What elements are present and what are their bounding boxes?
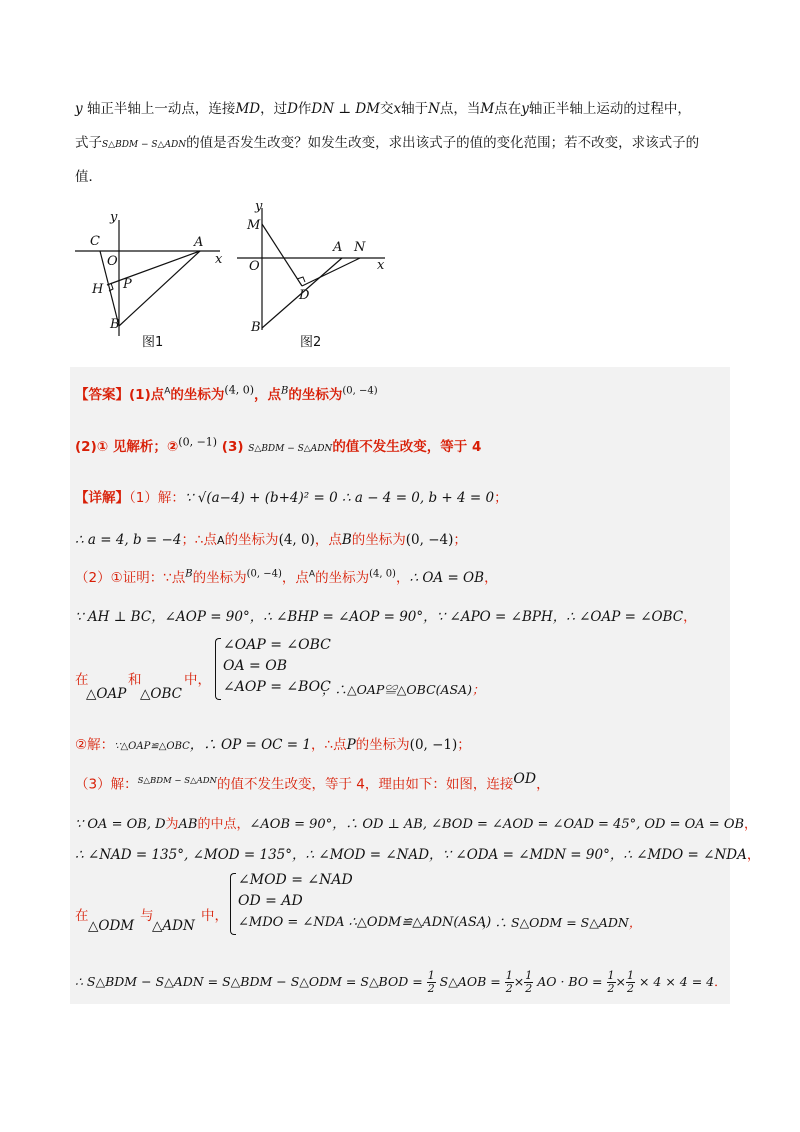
- text: 作: [297, 101, 312, 117]
- detail-line-1: [75, 486, 508, 506]
- detail-line-9: [75, 843, 760, 863]
- equation: ∠AOB = 90°: [249, 817, 333, 832]
- text: 为: [165, 817, 179, 832]
- coord-b: (0, −4): [246, 568, 282, 580]
- figure-1-caption: 图1: [142, 335, 164, 350]
- text: 的值不发生改变，等于 4，理由如下：如图，连接: [217, 776, 514, 793]
- text: ，: [484, 570, 498, 586]
- equation: ∴ a = 4, b = −4: [75, 532, 182, 548]
- triangle-adn: △ADN: [152, 918, 195, 934]
- segment-md: [262, 224, 302, 286]
- text: 的坐标为: [351, 532, 406, 548]
- coord-a: (4, 0): [369, 568, 396, 580]
- text: 的坐标为: [355, 737, 410, 753]
- text: （3）解：: [75, 776, 138, 793]
- system-1: [223, 635, 331, 698]
- numerator: 1: [427, 969, 435, 982]
- label-m: M: [247, 218, 261, 233]
- text: 轴于: [401, 101, 429, 117]
- denominator: 2: [505, 982, 513, 995]
- system-row: ∠AOP = ∠BOC: [223, 679, 331, 695]
- denominator: 2: [427, 982, 435, 995]
- text-middle: 中，: [184, 672, 211, 688]
- equation: × 4 × 4 = 4: [638, 974, 715, 989]
- numerator: 1: [627, 969, 634, 982]
- text: ，: [536, 776, 550, 793]
- equation: ，∵ ∠ODA = ∠MDN = 90°: [429, 847, 610, 863]
- label-o: O: [107, 254, 118, 269]
- detail-line-2: [75, 528, 467, 548]
- var-d: D: [287, 101, 298, 117]
- system-row: ∠MOD = ∠NAD: [238, 872, 353, 888]
- text: 点，当: [439, 101, 481, 117]
- numerator: 1: [525, 969, 533, 982]
- equation: ，∴ S△ODM = S△ADN: [482, 915, 629, 930]
- conclusion: [482, 913, 641, 931]
- point-p: P: [346, 737, 356, 753]
- fraction-half: [607, 970, 616, 995]
- text: 的坐标为: [192, 570, 247, 586]
- text: （2）①证明：∵点: [75, 570, 186, 586]
- figure-2: [235, 198, 395, 356]
- var-n: N: [428, 101, 440, 117]
- equation: S△AOB =: [439, 974, 501, 989]
- text: (2)① 见解析；②: [75, 439, 179, 455]
- text: 的值不发生改变，等于 4: [332, 439, 482, 455]
- text: 的坐标为: [224, 532, 279, 548]
- figure-1: [70, 200, 230, 355]
- text: 的坐标为: [315, 570, 370, 586]
- label-c: C: [90, 234, 100, 249]
- equation: ，∴ ∠MDO = ∠NDA: [609, 847, 747, 863]
- point-b: B: [341, 532, 352, 548]
- text: 式子: [75, 135, 102, 151]
- system-row: OD = AD: [238, 893, 303, 909]
- label-a: A: [194, 235, 204, 250]
- denominator: 2: [525, 982, 533, 995]
- text: 的中点，: [197, 817, 250, 832]
- equation: ∴ OA = OB: [409, 570, 485, 586]
- text: (1)点: [129, 387, 165, 403]
- answer-line-2: [75, 435, 481, 455]
- segment-od: OD: [513, 771, 537, 787]
- text: 轴正半轴上运动的过程中，: [528, 101, 691, 117]
- label-h: H: [92, 282, 104, 297]
- text: ；: [453, 532, 467, 548]
- label-a: A: [333, 240, 343, 255]
- coord-a: (4, 0): [224, 383, 254, 397]
- detail-label: 【详解】: [75, 490, 129, 506]
- text-and: 和: [128, 672, 142, 688]
- conclusion: [322, 680, 485, 698]
- equation: ∴ S△BDM − S△ADN = S△BDM − S△ODM = S△BOD =: [75, 974, 423, 989]
- brace: [215, 638, 221, 700]
- problem-line-1: [75, 97, 691, 117]
- text-in: 在: [75, 672, 89, 688]
- text: ②解：: [75, 737, 115, 753]
- equation: ，∵ ∠APO = ∠BPH: [423, 609, 553, 625]
- area-expression: S△BDM − S△ADN: [137, 776, 217, 786]
- text: ；∴点: [181, 532, 218, 548]
- equation: ∵△OAP≌△OBC: [114, 741, 190, 752]
- text: ，∴点: [310, 737, 347, 753]
- detail-line-6: [75, 733, 471, 753]
- text: ，: [746, 847, 761, 863]
- text: ，: [683, 609, 697, 625]
- label-y: y: [110, 210, 118, 225]
- coord-p: (0, −1): [409, 737, 458, 753]
- detail-line-4: [75, 605, 697, 625]
- equation: ∵ AH ⊥ BC: [75, 609, 152, 625]
- detail-line-3: [75, 566, 498, 586]
- segment-ah: [107, 251, 200, 285]
- brace: [230, 873, 236, 935]
- answer-label: 【答案】: [75, 387, 129, 403]
- equation: ，∴ ∠MOD = ∠NAD: [292, 847, 430, 863]
- var-y: y: [521, 101, 529, 117]
- text: ，: [395, 570, 410, 586]
- text: ，点: [253, 387, 281, 403]
- detail-line-8: [75, 813, 757, 832]
- figure-2-caption: 图2: [300, 335, 322, 350]
- text: ；: [472, 682, 485, 697]
- fraction-half: [427, 970, 436, 995]
- point-b: B: [280, 385, 289, 397]
- problem-line-2: [75, 131, 699, 151]
- label-p: P: [123, 277, 132, 292]
- text: (3): [221, 439, 244, 455]
- numerator: 1: [505, 969, 513, 982]
- text: ，过: [260, 101, 288, 117]
- text: ，点: [314, 532, 342, 548]
- equation: ∵ OA = OB, D: [75, 817, 166, 832]
- expr-dn-perp-dm: DN ⊥ DM: [311, 101, 380, 117]
- label-b: B: [110, 317, 120, 332]
- equation: ，∴ ∠OAP = ∠OBC: [552, 609, 684, 625]
- text-with: 与: [140, 908, 154, 924]
- coord-a: (4, 0): [278, 532, 315, 548]
- text: ；: [494, 490, 508, 506]
- text: 交: [379, 101, 394, 117]
- equation: ，∴ OD ⊥ AB, ∠BOD = ∠AOD = ∠OAD = 45°, OD = OA = OB: [332, 817, 745, 832]
- label-x: x: [215, 252, 223, 267]
- segment-ab: AB: [178, 817, 198, 832]
- coord-p: (0, −1): [178, 435, 218, 449]
- label-o: O: [249, 259, 260, 274]
- area-expression: S△BDM − S△ADN: [248, 444, 333, 454]
- fraction-half: [505, 970, 514, 995]
- fraction-half: [524, 970, 533, 995]
- equation: ，∠AOP = 90°: [151, 609, 250, 625]
- text: 的坐标为: [170, 387, 225, 403]
- equation: ∴ a − 4 = 0, b + 4 = 0: [341, 490, 495, 506]
- problem-line-3: 值．: [75, 169, 102, 185]
- denominator: 2: [607, 982, 615, 995]
- detail-line-7: [75, 771, 550, 793]
- system-row: ∠MDO = ∠NDA ∴△ODM≌△ADN(ASA): [238, 915, 492, 930]
- system-2: [238, 870, 491, 933]
- point-a: A: [164, 386, 171, 397]
- equation: ，∴ ∠BHP = ∠AOP = 90°: [249, 609, 424, 625]
- equation: ，∴ OP = OC = 1: [189, 737, 311, 753]
- equation: ∴ ∠NAD = 135°, ∠MOD = 135°: [75, 847, 293, 863]
- text: ，: [628, 915, 642, 930]
- text-middle: 中，: [201, 908, 228, 924]
- point-a: A: [308, 569, 316, 580]
- triangle-odm: △ODM: [88, 918, 135, 934]
- equation: ，∴△OAP≌△OBC(ASA): [322, 682, 473, 697]
- answer-line-1: [75, 383, 378, 403]
- denominator: 2: [627, 982, 634, 995]
- equation: ∵ √(a−4) + (b+4)² = 0: [184, 490, 338, 506]
- text: 轴正半轴上一动点，连接: [86, 101, 236, 117]
- text: （1）解：: [129, 490, 185, 506]
- text: 的坐标为: [288, 387, 343, 403]
- text: ，: [744, 817, 758, 832]
- text: ，点: [281, 570, 309, 586]
- system-row: OA = OB: [223, 658, 287, 674]
- label-b: B: [251, 320, 261, 335]
- point-b: B: [185, 568, 193, 580]
- var-m: M: [480, 101, 495, 117]
- detail-final-line: ∴ S△BDM − S△ADN = S△BDM − S△ODM = S△BOD = $\frac{1}{2}$ S△AOB = $\frac{1}{2}$ × $\frac{1}{2}$ AO · BO = $\frac{1}{2}$ × $\frac{1}{2}$ × 4 × 4 = 4．: [75, 969, 727, 995]
- triangle-obc: △OBC: [140, 686, 182, 702]
- var-x: x: [393, 101, 402, 117]
- text: 的值是否发生改变？如发生改变，求出该式子的值的变化范围；若不改变，求该式子的: [186, 135, 700, 151]
- coord-b: (0, −4): [405, 532, 454, 548]
- label-x: x: [377, 258, 385, 273]
- label-y: y: [255, 199, 263, 214]
- segment-dn: [302, 258, 360, 286]
- text: ；: [457, 737, 471, 753]
- label-n: N: [354, 240, 366, 255]
- fraction-half: [626, 970, 635, 995]
- text-in: 在: [75, 908, 89, 924]
- text: ．: [714, 974, 727, 989]
- coord-b: (0, −4): [342, 385, 378, 397]
- triangle-oap: △OAP: [86, 686, 127, 702]
- point-a: A: [217, 534, 225, 547]
- area-expression: S△BDM − S△ADN: [102, 140, 187, 150]
- system-row: ∠OAP = ∠OBC: [223, 637, 331, 653]
- var-md: MD: [235, 101, 261, 117]
- label-d: D: [299, 288, 310, 303]
- text: 点在: [494, 101, 522, 117]
- var-y: y: [75, 101, 83, 117]
- numerator: 1: [607, 969, 615, 982]
- equation: AO · BO =: [537, 974, 603, 989]
